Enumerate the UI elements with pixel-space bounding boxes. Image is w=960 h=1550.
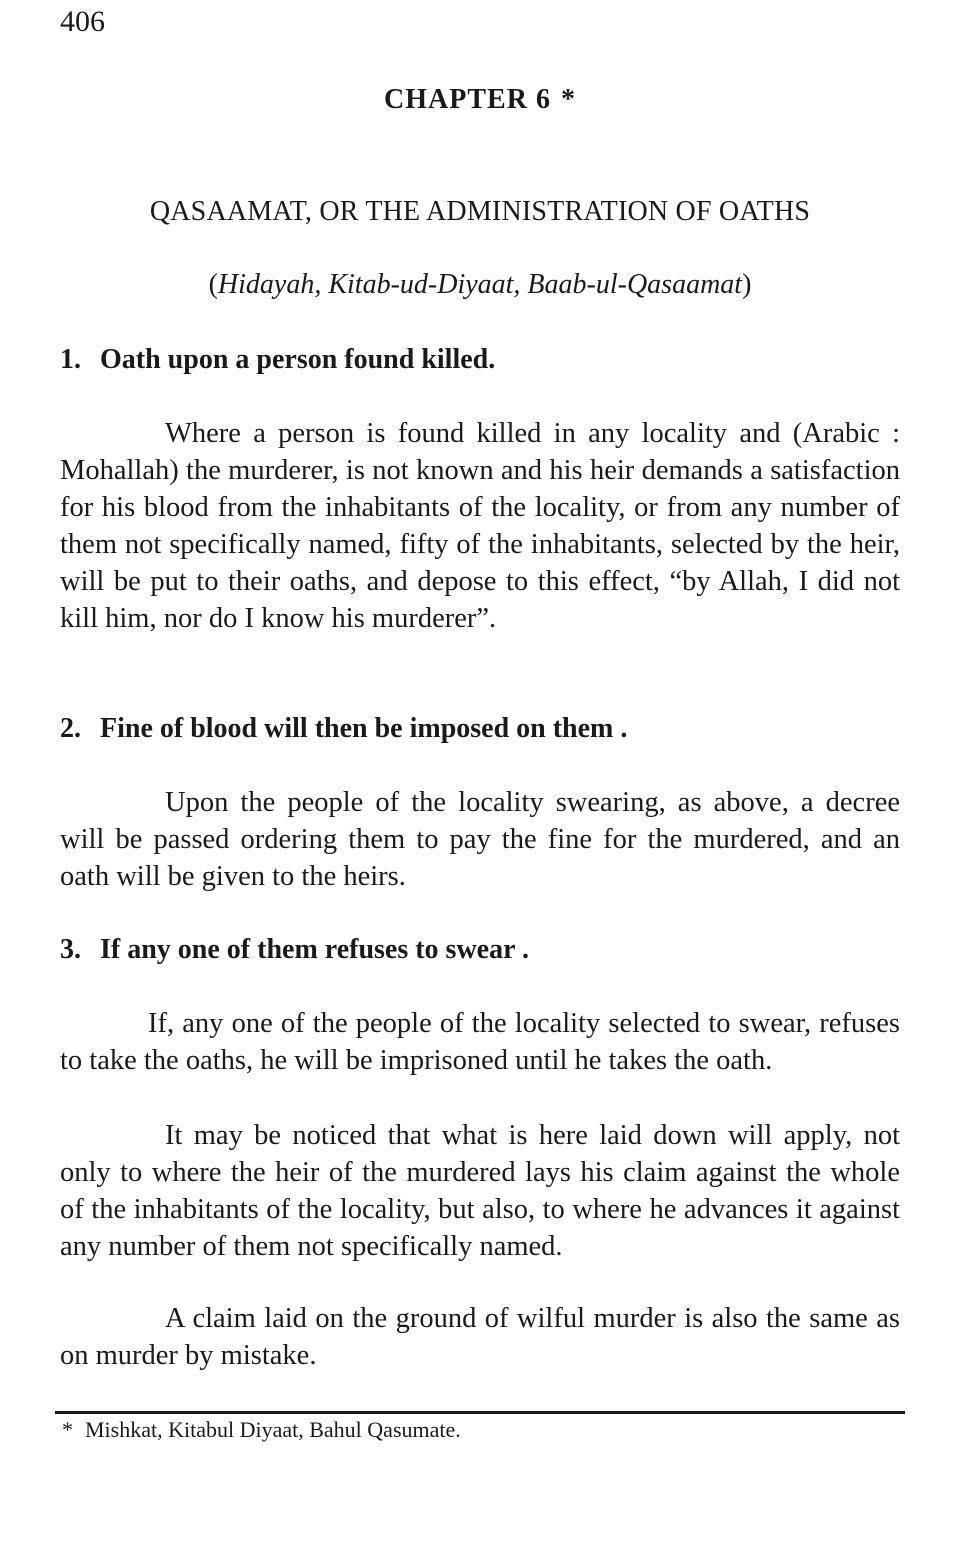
section-number: 3. bbox=[60, 934, 81, 965]
section-heading-text: If any one of them refuses to swear . bbox=[100, 934, 530, 965]
chapter-title-text: CHAPTER 6 bbox=[384, 84, 551, 115]
section-heading-3 bbox=[60, 932, 529, 968]
source-open-paren: ( bbox=[208, 269, 218, 300]
paragraph: It may be noticed that what is here laid down will apply, not only to where the heir of the murdered lays his claim against the whole of the inhabitants of the locality, but also, to where he advances it against any number of them not specifically named. bbox=[60, 1120, 900, 1262]
source-text: Hidayah, Kitab-ud-Diyaat, Baab-ul-Qasaamat bbox=[217, 269, 743, 300]
section-heading-text: Fine of blood will then be imposed on them . bbox=[100, 713, 628, 744]
source-reference bbox=[0, 267, 960, 303]
section-number: 1. bbox=[60, 344, 81, 375]
section-heading-2 bbox=[60, 711, 627, 747]
source-close-paren: ) bbox=[742, 269, 752, 300]
section-heading-text: Oath upon a person found killed. bbox=[100, 344, 496, 375]
section-title: QASAAMAT, OR THE ADMINISTRATION OF OATHS bbox=[149, 196, 811, 227]
footnote bbox=[62, 1416, 461, 1444]
paragraph: Where a person is found killed in any locality and (Arabic : Mohallah) the murderer, is not known and his heir demands a satisfaction for his blood from the inhabitants of the locality, or from any number of them not specifically named, fifty of the inhabitants, selected by the heir, will be put to their oaths, and depose to this effect, “by Allah, I did not kill him, nor do I know his murderer”. bbox=[60, 418, 900, 634]
chapter-footnote-mark: * bbox=[560, 84, 576, 115]
chapter-title bbox=[0, 82, 960, 118]
footnote-divider bbox=[55, 1411, 905, 1414]
paragraph: Upon the people of the locality swearing, as above, a decree will be passed ordering them to pay the fine for the murdered, and an oath will be given to the heirs. bbox=[60, 787, 900, 892]
page-number: 406 bbox=[60, 5, 105, 38]
footnote-mark: * bbox=[62, 1417, 73, 1442]
section-heading-1 bbox=[60, 342, 495, 378]
footnote-text: Mishkat, Kitabul Diyaat, Bahul Qasumate. bbox=[85, 1417, 461, 1442]
section-number: 2. bbox=[60, 713, 81, 744]
paragraph: If, any one of the people of the locality selected to swear, refuses to take the oaths, he will be imprisoned until he takes the oath. bbox=[60, 1008, 900, 1076]
paragraph: A claim laid on the ground of wilful murder is also the same as on murder by mistake. bbox=[60, 1303, 900, 1371]
